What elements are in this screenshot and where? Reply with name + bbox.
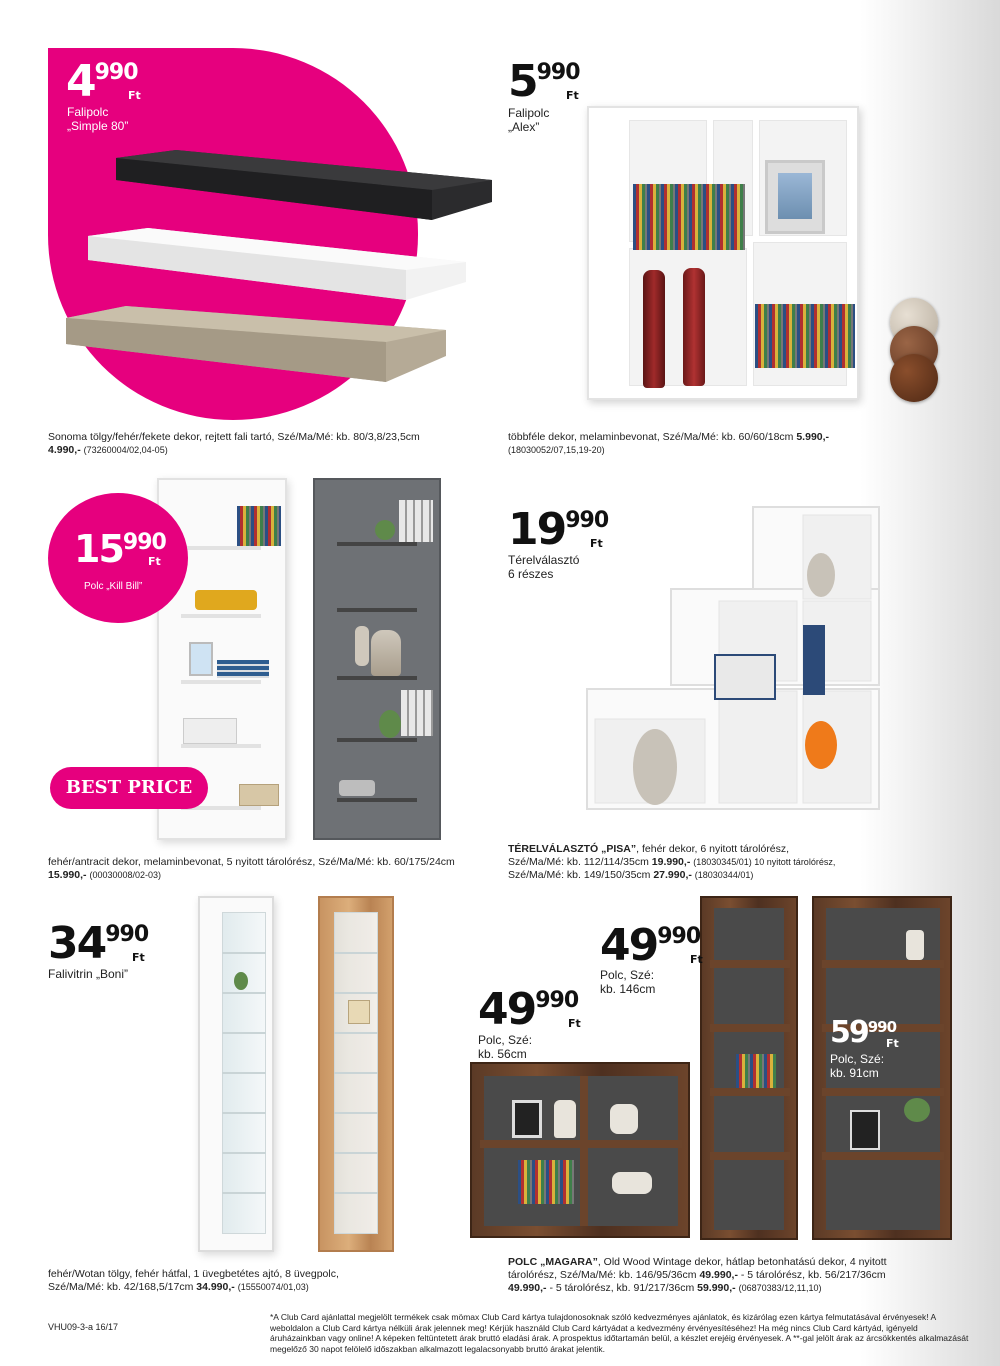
page-code: VHU09-3-a 16/17 [48, 1322, 119, 1332]
product-name-magara-146: Polc, Szé: kb. 146cm [600, 968, 656, 996]
product-name-pisa: Térelválasztó 6 részes [508, 553, 580, 581]
price-kill-bill: 15990 Ft [74, 527, 166, 571]
bookcase-magara-56-image [700, 896, 798, 1240]
product-name-kill-bill: Polc „Kill Bill” [84, 581, 143, 592]
vase-image [683, 268, 705, 386]
color-swatch-dark-walnut[interactable] [890, 354, 938, 402]
description-kill-bill: fehér/antracit dekor, melaminbevonat, 5 nyitott tárolórész, Szé/Ma/Mé: kb. 60/175/24cm 15.990,- (00030008/02-03) [48, 856, 455, 881]
price-simple80: 4990 Ft [66, 56, 141, 107]
buddha-statue-image [371, 630, 401, 676]
description-alex: többféle dekor, melaminbevonat, Szé/Ma/Mé: kb. 60/60/18cm 5.990,- (18030052/07,15,19-20) [508, 431, 830, 455]
product-name-simple80: Falipolc „Simple 80” [67, 105, 129, 133]
price-boni: 34990 Ft [48, 918, 149, 969]
plant-image [379, 710, 401, 738]
product-name-magara-56: Polc, Szé: kb. 56cm [478, 1033, 533, 1061]
description-magara: POLC „MAGARA”, Old Wood Wintage dekor, hátlap betonhatású dekor, 4 nyitott tárolórész, Szé/Ma/Mé: kb. 146/95/36cm 49.990,- - 5 tárolórész, kb. 56/217/36cm 49.990,- - 5 tárolórész, kb. 91/217/36cm 59.990,- (06870383/12,11,10) [508, 1256, 887, 1294]
plant-image [375, 520, 395, 540]
vase-image [643, 270, 665, 388]
wall-shelf-black-image [116, 150, 492, 220]
price-magara-56: 49990 Ft [478, 984, 581, 1035]
wall-cabinet-boni-white-image [198, 896, 274, 1252]
price-pisa: 19990 Ft [508, 504, 609, 555]
description-boni: fehér/Wotan tölgy, fehér hátfal, 1 üvegbetétes ajtó, 8 üvegpolc, Szé/Ma/Mé: kb. 42/168,5/17cm 34.990,- (15550074/01,03) [48, 1268, 339, 1293]
wall-shelf-white-image [88, 228, 466, 300]
photo-frame-image [765, 160, 825, 234]
best-price-badge: BEST PRICE [50, 767, 208, 809]
storage-box-image [183, 718, 237, 744]
description-pisa: TÉRELVÁLASZTÓ „PISA”, fehér dekor, 6 nyitott tárolórész, Szé/Ma/Mé: kb. 112/114/35cm 19.990,- (18030345/01) 10 nyitott tárolórész, Szé/Ma/Mé: kb. 149/150/35cm 27.990,- (18030344/01) [508, 843, 836, 881]
price-magara-146: 49990 Ft [600, 920, 703, 971]
cube-shelf-alex-image [587, 106, 859, 400]
product-name-boni: Falivitrin „Boni” [48, 967, 129, 981]
toy-car-image [195, 590, 257, 610]
description-simple80: Sonoma tölgy/fehér/fekete dekor, rejtett fali tartó, Szé/Ma/Mé: kb. 80/3,8/23,5cm 4.990,- (73260004/02,04-05) [48, 431, 420, 456]
price-alex: 5990 Ft [508, 56, 580, 107]
bookcase-kill-bill-anthracite-image [313, 478, 441, 840]
wall-cabinet-boni-wotan-image [318, 896, 394, 1252]
product-name-magara-91: Polc, Szé: kb. 91cm [830, 1052, 885, 1080]
photo-frame-image [189, 642, 213, 676]
legal-footnote: *A Club Card ajánlattal megjelölt termékek csak mömax Club Card kártya tulajdonosoknak szóló kedvezményes ajánlatok, és kizárólag ezen kártya felmutatásával érvényesek! A weboldalon a Club Card kártya nélküli árak jelennek meg! Kérjük használd Club Card kártyádat a kedvezmény érvényesítéséhez! Ha még nincs Club Card kártyád, igényeld áruházainkban vagy online! A képeken feltüntetett árak bruttó eladási árak. A prospektus időtartamán belül, a készlet erejéig érvényesek. A **-gal jelölt árak az árcsökkentés alkalmazását megelőző 30 napot felölelő időszakban alkalmazott legalacsonyabb bruttó árakat jelentik. [270, 1312, 969, 1354]
price-magara-91: 59990 Ft [830, 1015, 899, 1050]
product-name-alex: Falipolc „Alex” [508, 106, 550, 134]
wall-shelf-sonoma-image [66, 306, 446, 382]
bookcase-magara-146-image [470, 1062, 690, 1238]
room-divider-pisa-image [585, 505, 882, 823]
